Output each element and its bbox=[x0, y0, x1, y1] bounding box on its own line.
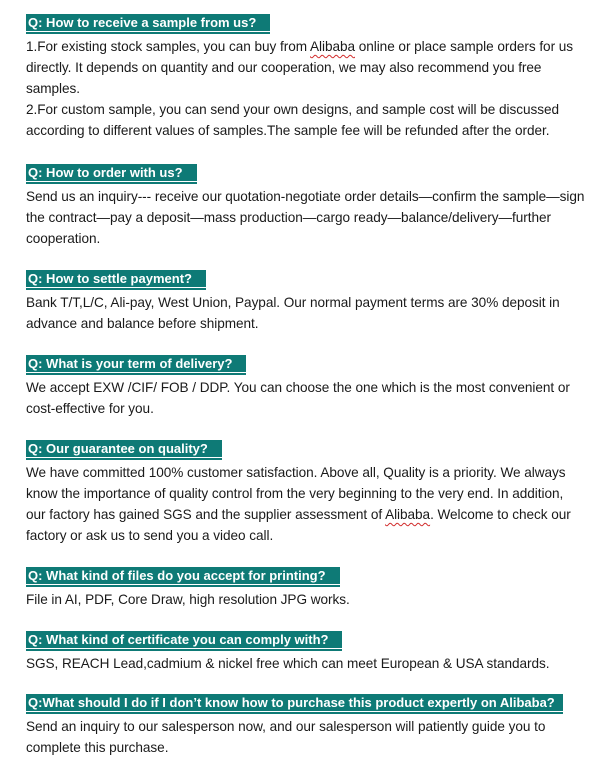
faq-answer-paragraph: Send us an inquiry--- receive our quotation-negotiate order details—confirm the sample—sign the contract—pay a deposit—mass production—cargo ready—balance/delivery—further cooperation. bbox=[26, 189, 585, 246]
faq-question: Q: How to settle payment? bbox=[26, 270, 206, 288]
faq-item-payment bbox=[26, 268, 586, 334]
faq-answer-paragraph: Send an inquiry to our salesperson now, and our salesperson will patiently guide you to complete this purchase. bbox=[26, 719, 546, 755]
faq-answer-paragraph: 2.For custom sample, you can send your own designs, and sample cost will be discussed according to different values of samples.The sample fee will be refunded after the order. bbox=[26, 102, 559, 138]
faq-question: Q: What kind of files do you accept for printing? bbox=[26, 567, 340, 585]
faq-question: Q: Our guarantee on quality? bbox=[26, 440, 222, 458]
faq-answer-paragraph: We accept EXW /CIF/ FOB / DDP. You can choose the one which is the most convenient or cost-effective for you. bbox=[26, 380, 570, 416]
faq-answer-paragraph: File in AI, PDF, Core Draw, high resolution JPG works. bbox=[26, 592, 350, 607]
faq-answer bbox=[26, 377, 586, 419]
faq-question: Q: How to order with us? bbox=[26, 164, 197, 182]
faq-item-files bbox=[26, 565, 586, 610]
faq-answer bbox=[26, 589, 586, 610]
faq-item-order bbox=[26, 162, 586, 249]
faq-list bbox=[26, 12, 586, 758]
faq-answer-paragraph: SGS, REACH Lead,cadmium & nickel free which can meet European & USA standards. bbox=[26, 656, 550, 671]
faq-question: Q: What is your term of delivery? bbox=[26, 355, 246, 373]
faq-question: Q: What kind of certificate you can comply with? bbox=[26, 631, 342, 649]
faq-answer-paragraph: Bank T/T,L/C, Ali-pay, West Union, Paypal. Our normal payment terms are 30% deposit in advance and balance before shipment. bbox=[26, 295, 560, 331]
faq-item-sample bbox=[26, 12, 586, 141]
faq-answer bbox=[26, 462, 586, 546]
spellcheck-word: Alibaba bbox=[310, 39, 355, 54]
spellcheck-word: Alibaba bbox=[385, 507, 431, 522]
faq-item-certificate bbox=[26, 629, 586, 674]
faq-answer bbox=[26, 36, 586, 141]
faq-answer bbox=[26, 716, 586, 758]
faq-item-quality bbox=[26, 438, 586, 546]
faq-item-purchase bbox=[26, 692, 586, 758]
faq-answer-paragraph: 1.For existing stock samples, you can buy from Alibaba online or place sample orders for us directly. It depends on quantity and our cooperation, we may also recommend you free samples. bbox=[26, 39, 574, 96]
faq-answer bbox=[26, 186, 586, 249]
faq-answer-paragraph: We have committed 100% customer satisfaction. Above all, Quality is a priority. We always know the importance of quality control from the very beginning to the very end. In addition, our factory has gained SGS and the supplier assessment of Alibaba. Welcome to check our factory or ask us to send you a video call. bbox=[26, 465, 571, 543]
faq-question: Q:What should I do if I don’t know how to purchase this product expertly on Alibaba? bbox=[26, 694, 563, 712]
faq-item-delivery bbox=[26, 353, 586, 419]
faq-answer bbox=[26, 653, 586, 674]
faq-answer bbox=[26, 292, 586, 334]
faq-question: Q: How to receive a sample from us? bbox=[26, 14, 270, 32]
